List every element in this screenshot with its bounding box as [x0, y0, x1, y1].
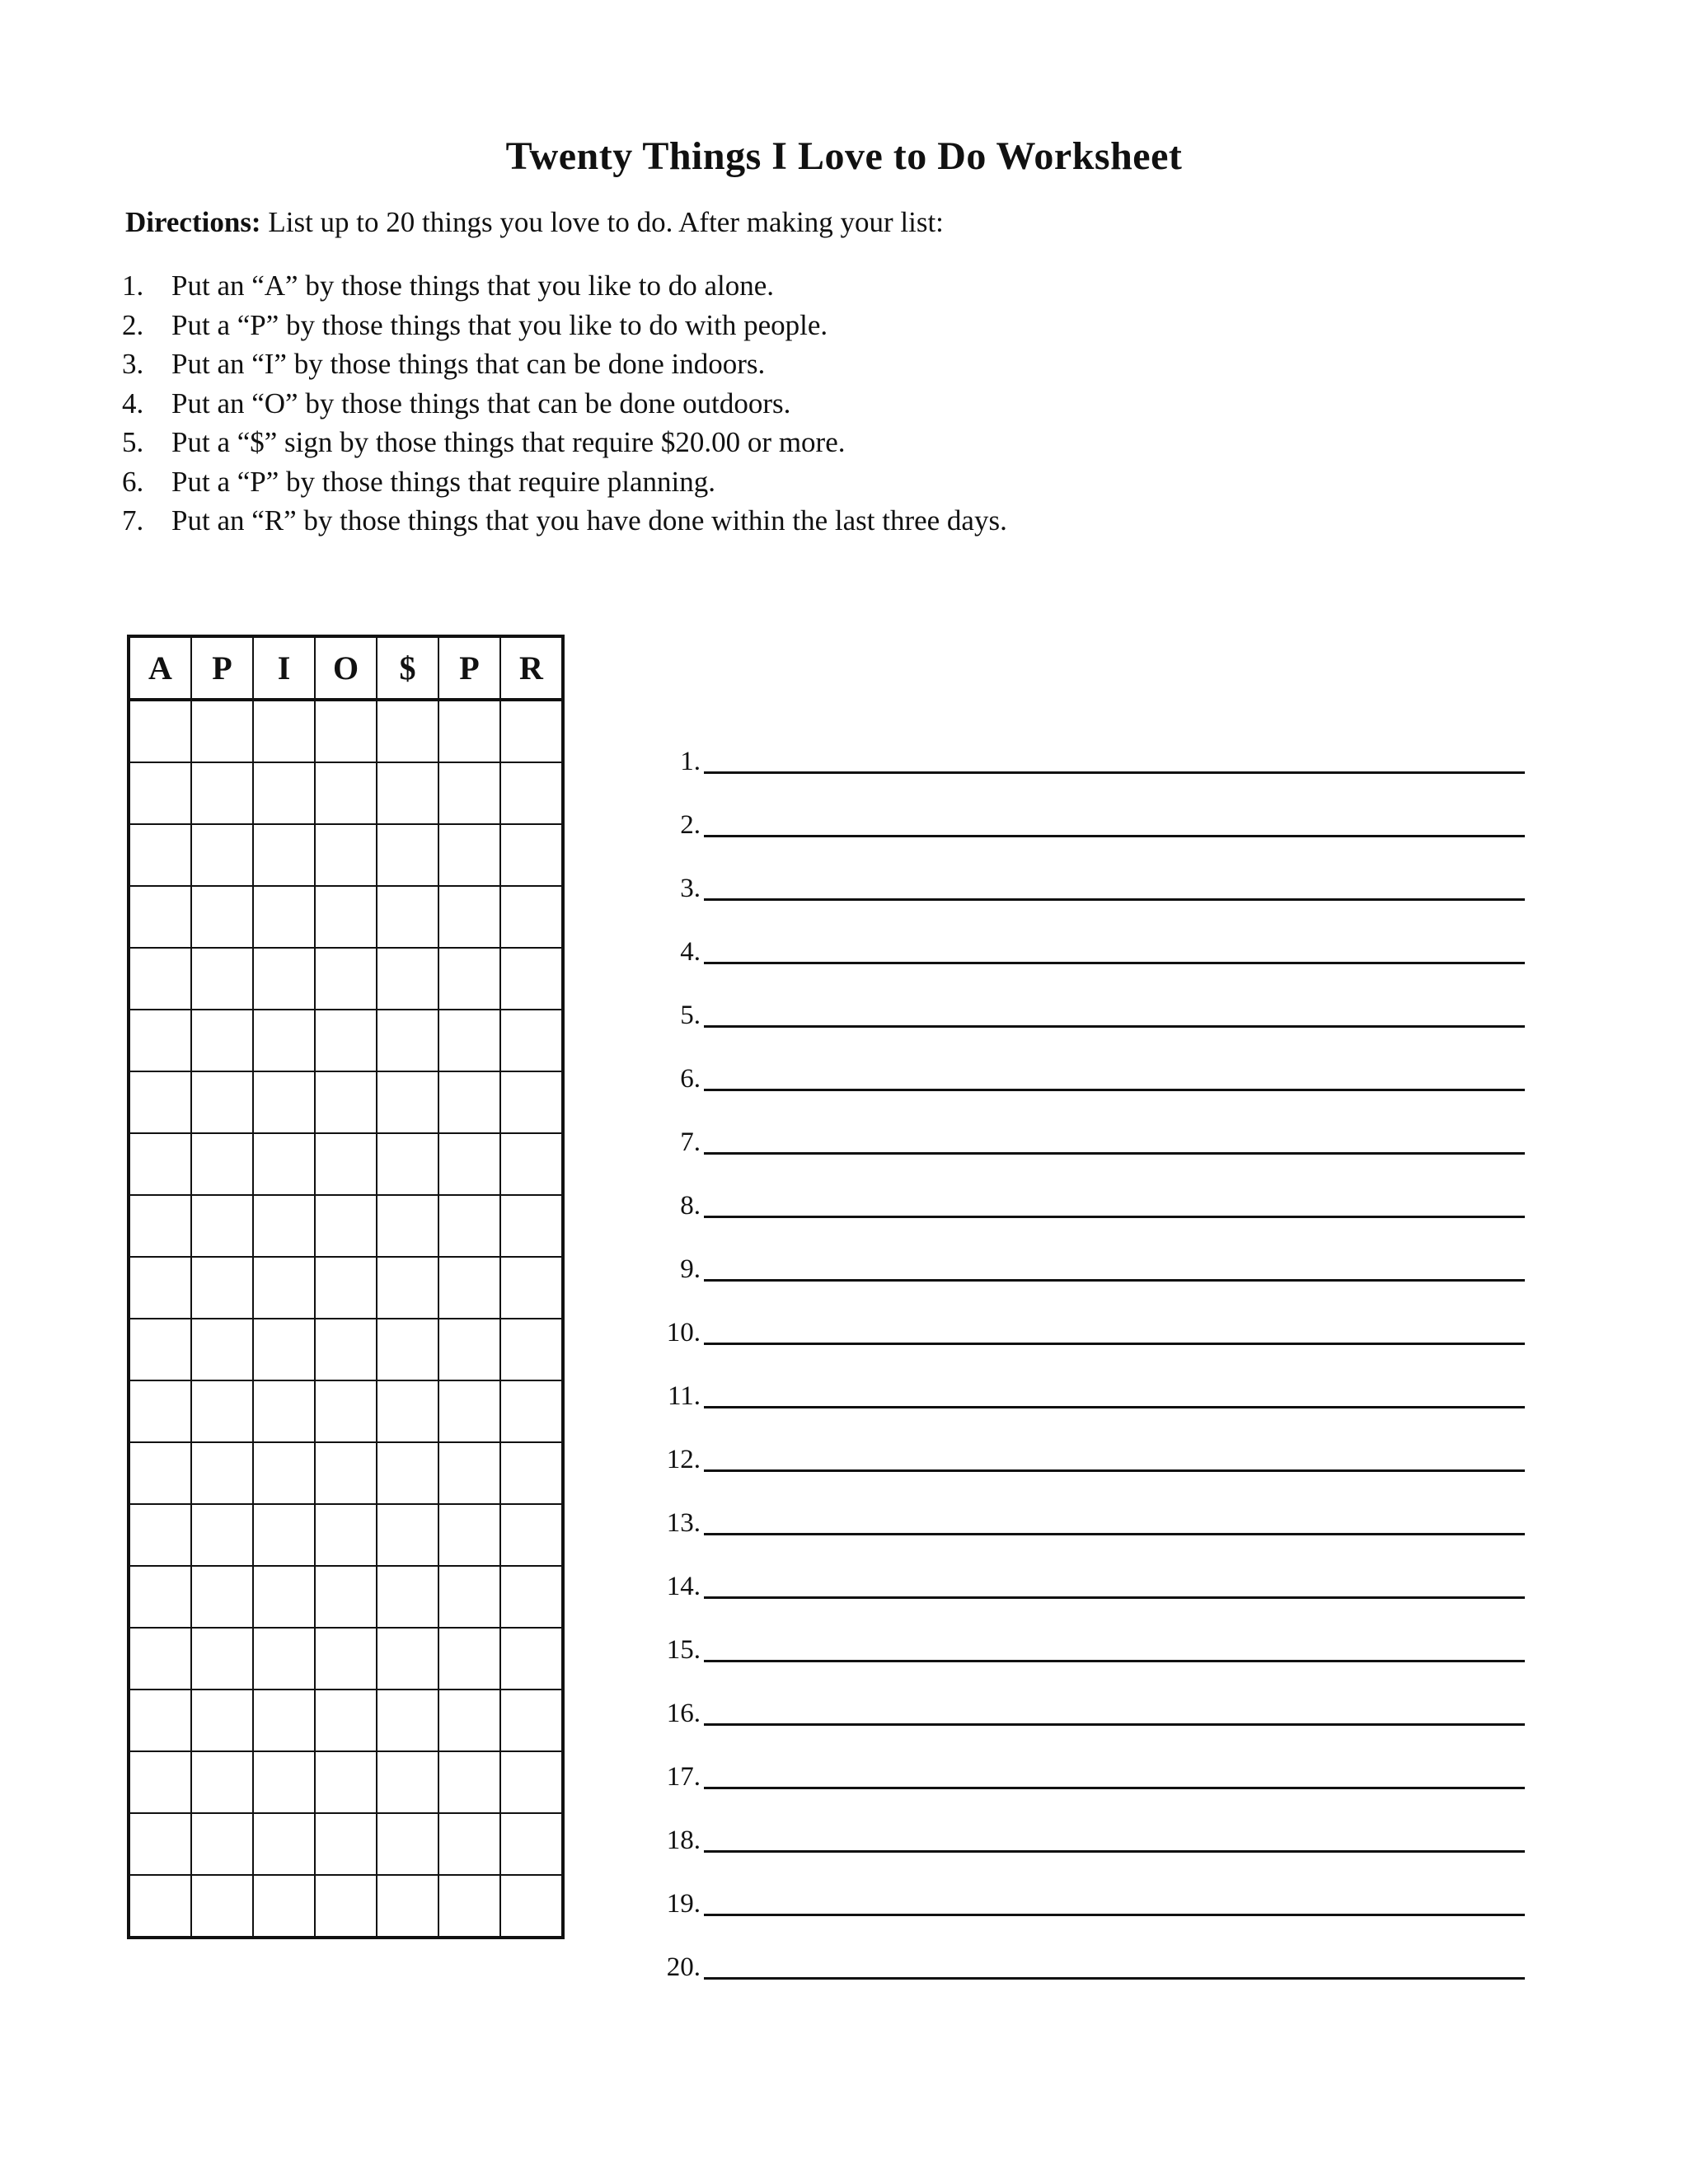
- grid-cell[interactable]: [191, 1380, 253, 1442]
- list-item-number: 4.: [680, 937, 701, 967]
- grid-cell[interactable]: [191, 1813, 253, 1875]
- grid-cell[interactable]: [377, 1442, 438, 1504]
- grid-cell[interactable]: [191, 762, 253, 824]
- instruction-text: Put an “O” by those things that can be done outdoors.: [171, 387, 791, 419]
- grid-cell[interactable]: [191, 1566, 253, 1628]
- grid-cell[interactable]: [438, 1442, 500, 1504]
- grid-header-cell: A: [129, 636, 191, 700]
- grid-cell[interactable]: [438, 700, 500, 762]
- instruction-number: 4.: [122, 387, 144, 419]
- grid-cell[interactable]: [315, 762, 377, 824]
- grid-cell[interactable]: [253, 762, 315, 824]
- grid-cell[interactable]: [253, 1195, 315, 1257]
- grid-row: [129, 886, 563, 948]
- grid-cell[interactable]: [253, 948, 315, 1010]
- list-item: [651, 906, 1525, 969]
- grid-cell[interactable]: [377, 1319, 438, 1380]
- grid-cell[interactable]: [315, 1628, 377, 1690]
- grid-cell[interactable]: [129, 1257, 191, 1319]
- grid-cell[interactable]: [438, 886, 500, 948]
- grid-cell[interactable]: [377, 1257, 438, 1319]
- grid-cell[interactable]: [377, 1690, 438, 1751]
- grid-cell[interactable]: [253, 700, 315, 762]
- answer-line[interactable]: [704, 1343, 1525, 1345]
- grid-cell[interactable]: [129, 700, 191, 762]
- grid-cell[interactable]: [377, 948, 438, 1010]
- grid-cell[interactable]: [500, 886, 563, 948]
- answer-line[interactable]: [704, 1152, 1525, 1155]
- grid-cell[interactable]: [253, 824, 315, 886]
- answer-line[interactable]: [704, 1850, 1525, 1853]
- grid-cell[interactable]: [500, 1566, 563, 1628]
- grid-cell[interactable]: [438, 1133, 500, 1195]
- instruction-text: Put a “$” sign by those things that require $20.00 or more.: [171, 426, 846, 458]
- grid-row: [129, 1813, 563, 1875]
- grid-cell[interactable]: [253, 1010, 315, 1071]
- grid-cell[interactable]: [315, 1257, 377, 1319]
- grid-cell[interactable]: [315, 1133, 377, 1195]
- grid-cell[interactable]: [191, 948, 253, 1010]
- grid-cell[interactable]: [500, 762, 563, 824]
- grid-cell[interactable]: [253, 886, 315, 948]
- grid-cell[interactable]: [253, 1442, 315, 1504]
- grid-cell[interactable]: [315, 700, 377, 762]
- grid-cell[interactable]: [500, 1319, 563, 1380]
- grid-cell[interactable]: [377, 1628, 438, 1690]
- grid-cell[interactable]: [253, 1504, 315, 1566]
- answer-line[interactable]: [704, 1596, 1525, 1599]
- grid-cell[interactable]: [377, 1071, 438, 1133]
- grid-cell[interactable]: [253, 1380, 315, 1442]
- grid-cell[interactable]: [129, 762, 191, 824]
- grid-row: [129, 700, 563, 762]
- list-item-number: 17.: [666, 1762, 701, 1792]
- list-item: [651, 1667, 1525, 1731]
- grid-cell[interactable]: [253, 1628, 315, 1690]
- grid-cell[interactable]: [438, 1628, 500, 1690]
- answer-line[interactable]: [704, 1723, 1525, 1726]
- list-item: [651, 1794, 1525, 1858]
- grid-cell[interactable]: [438, 1257, 500, 1319]
- grid-cell[interactable]: [500, 1133, 563, 1195]
- category-grid: [127, 635, 565, 1939]
- list-item: [651, 1350, 1525, 1413]
- grid-cell[interactable]: [191, 824, 253, 886]
- grid-cell[interactable]: [253, 1566, 315, 1628]
- answer-line[interactable]: [704, 1025, 1525, 1028]
- grid-cell[interactable]: [129, 1690, 191, 1751]
- list-item: [651, 1096, 1525, 1160]
- grid-cell[interactable]: [129, 1813, 191, 1875]
- grid-cell[interactable]: [129, 1010, 191, 1071]
- instruction-text: Put an “A” by those things that you like to do alone.: [171, 269, 775, 302]
- grid-cell[interactable]: [377, 824, 438, 886]
- answer-line[interactable]: [704, 898, 1525, 901]
- list-item: [651, 842, 1525, 906]
- instruction-text: Put an “R” by those things that you have done within the last three days.: [171, 504, 1007, 537]
- grid-row: [129, 1380, 563, 1442]
- grid-cell[interactable]: [191, 1133, 253, 1195]
- grid-row: [129, 1071, 563, 1133]
- grid-row: [129, 1504, 563, 1566]
- grid-cell[interactable]: [129, 1380, 191, 1442]
- grid-cell[interactable]: [438, 1380, 500, 1442]
- grid-row: [129, 1875, 563, 1938]
- grid-cell[interactable]: [315, 1875, 377, 1938]
- instruction-number: 6.: [122, 465, 144, 498]
- instruction-item: [122, 344, 1007, 384]
- grid-header-cell: O: [315, 636, 377, 700]
- directions-label: Directions:: [125, 206, 261, 238]
- grid-row: [129, 1442, 563, 1504]
- instruction-item: [122, 423, 1007, 462]
- grid-cell[interactable]: [315, 1690, 377, 1751]
- grid-cell[interactable]: [500, 1257, 563, 1319]
- grid-cell[interactable]: [377, 1010, 438, 1071]
- grid-cell[interactable]: [377, 1813, 438, 1875]
- grid-body: [129, 700, 563, 1938]
- grid-cell[interactable]: [253, 1875, 315, 1938]
- grid-cell[interactable]: [438, 1195, 500, 1257]
- grid-header-cell: $: [377, 636, 438, 700]
- list-item: [651, 1477, 1525, 1540]
- grid-row: [129, 1195, 563, 1257]
- page-title: Twenty Things I Love to Do Worksheet: [505, 134, 1183, 178]
- grid-cell[interactable]: [377, 1751, 438, 1813]
- grid-cell[interactable]: [191, 1504, 253, 1566]
- grid-cell[interactable]: [500, 1380, 563, 1442]
- list-item: [651, 1858, 1525, 1921]
- grid-cell[interactable]: [377, 886, 438, 948]
- directions-text: List up to 20 things you love to do. After making your list:: [260, 206, 944, 238]
- list-item-number: 14.: [666, 1572, 701, 1601]
- grid-row: [129, 1010, 563, 1071]
- grid-cell[interactable]: [253, 1690, 315, 1751]
- list-item: [651, 1540, 1525, 1604]
- grid-cell[interactable]: [438, 824, 500, 886]
- grid-cell[interactable]: [191, 1751, 253, 1813]
- grid-cell[interactable]: [315, 1380, 377, 1442]
- instruction-text: Put a “P” by those things that require planning.: [171, 465, 716, 498]
- list-item-number: 7.: [680, 1127, 701, 1157]
- list-item: [651, 1921, 1525, 1985]
- grid-cell[interactable]: [438, 1751, 500, 1813]
- grid-row: [129, 1566, 563, 1628]
- grid-cell[interactable]: [129, 1195, 191, 1257]
- grid-cell[interactable]: [191, 1010, 253, 1071]
- list-item-number: 19.: [666, 1889, 701, 1919]
- grid-cell[interactable]: [129, 1566, 191, 1628]
- grid-cell[interactable]: [129, 1504, 191, 1566]
- grid-cell[interactable]: [377, 1875, 438, 1938]
- grid-cell[interactable]: [191, 1071, 253, 1133]
- grid-cell[interactable]: [315, 948, 377, 1010]
- grid-cell[interactable]: [500, 1751, 563, 1813]
- activity-list: [651, 715, 1525, 1985]
- grid-cell[interactable]: [129, 1071, 191, 1133]
- grid-cell[interactable]: [315, 824, 377, 886]
- grid-cell[interactable]: [191, 1628, 253, 1690]
- grid-row: [129, 824, 563, 886]
- grid-cell[interactable]: [377, 1195, 438, 1257]
- grid-cell[interactable]: [253, 1319, 315, 1380]
- grid-cell[interactable]: [438, 1319, 500, 1380]
- instruction-number: 5.: [122, 426, 144, 458]
- grid-cell[interactable]: [438, 762, 500, 824]
- grid-cell[interactable]: [377, 762, 438, 824]
- instruction-number: 7.: [122, 504, 144, 537]
- grid-cell[interactable]: [191, 1875, 253, 1938]
- list-item-number: 5.: [680, 1001, 701, 1030]
- grid-cell[interactable]: [500, 1071, 563, 1133]
- directions: [125, 204, 944, 241]
- answer-line[interactable]: [704, 962, 1525, 964]
- instruction-number: 3.: [122, 348, 144, 380]
- grid-cell[interactable]: [500, 948, 563, 1010]
- instruction-number: 2.: [122, 308, 144, 341]
- grid-cell[interactable]: [438, 1690, 500, 1751]
- grid-row: [129, 1751, 563, 1813]
- grid-header-cell: P: [438, 636, 500, 700]
- grid-cell[interactable]: [500, 1504, 563, 1566]
- instruction-number: 1.: [122, 269, 144, 302]
- grid-cell[interactable]: [438, 1010, 500, 1071]
- grid-cell[interactable]: [191, 1257, 253, 1319]
- list-item: [651, 1604, 1525, 1667]
- grid-cell[interactable]: [438, 1566, 500, 1628]
- grid-cell[interactable]: [129, 1751, 191, 1813]
- grid-row: [129, 948, 563, 1010]
- grid-cell[interactable]: [377, 700, 438, 762]
- grid-cell[interactable]: [315, 1010, 377, 1071]
- grid-cell[interactable]: [500, 824, 563, 886]
- answer-line[interactable]: [704, 1977, 1525, 1980]
- grid-cell[interactable]: [315, 1751, 377, 1813]
- grid-cell[interactable]: [377, 1380, 438, 1442]
- grid-cell[interactable]: [129, 824, 191, 886]
- grid-cell[interactable]: [377, 1133, 438, 1195]
- grid-cell[interactable]: [191, 1319, 253, 1380]
- list-item-number: 8.: [680, 1191, 701, 1221]
- grid-cell[interactable]: [500, 1875, 563, 1938]
- grid-header-cell: R: [500, 636, 563, 700]
- list-item-number: 2.: [680, 810, 701, 840]
- grid-cell[interactable]: [315, 1071, 377, 1133]
- grid-cell[interactable]: [500, 1442, 563, 1504]
- grid-cell[interactable]: [129, 1319, 191, 1380]
- grid-row: [129, 1133, 563, 1195]
- answer-line[interactable]: [704, 1660, 1525, 1662]
- grid-cell[interactable]: [438, 948, 500, 1010]
- grid-row: [129, 1628, 563, 1690]
- grid-header-row: [129, 636, 563, 700]
- answer-line[interactable]: [704, 771, 1525, 774]
- grid-cell[interactable]: [315, 1319, 377, 1380]
- list-item: [651, 1223, 1525, 1286]
- grid-cell[interactable]: [315, 1813, 377, 1875]
- list-item-number: 9.: [680, 1254, 701, 1284]
- grid-cell[interactable]: [500, 700, 563, 762]
- grid-cell[interactable]: [438, 1504, 500, 1566]
- instruction-item: [122, 384, 1007, 424]
- grid-cell[interactable]: [500, 1813, 563, 1875]
- grid-cell[interactable]: [253, 1751, 315, 1813]
- list-item: [651, 1413, 1525, 1477]
- grid-row: [129, 1690, 563, 1751]
- grid-cell[interactable]: [500, 1195, 563, 1257]
- answer-line[interactable]: [704, 1469, 1525, 1472]
- list-item-number: 18.: [666, 1825, 701, 1855]
- grid-cell[interactable]: [129, 1133, 191, 1195]
- list-item-number: 12.: [666, 1445, 701, 1474]
- list-item: [651, 1033, 1525, 1096]
- instruction-text: Put a “P” by those things that you like to do with people.: [171, 308, 828, 341]
- instruction-text: Put an “I” by those things that can be done indoors.: [171, 348, 766, 380]
- instruction-item: [122, 306, 1007, 345]
- grid-cell[interactable]: [500, 1628, 563, 1690]
- grid-cell[interactable]: [315, 1566, 377, 1628]
- grid-header-cell: I: [253, 636, 315, 700]
- grid-cell[interactable]: [129, 886, 191, 948]
- grid-cell[interactable]: [315, 886, 377, 948]
- answer-line[interactable]: [704, 1406, 1525, 1408]
- answer-line[interactable]: [704, 1533, 1525, 1535]
- grid-cell[interactable]: [438, 1071, 500, 1133]
- grid-cell[interactable]: [315, 1195, 377, 1257]
- grid-cell[interactable]: [315, 1504, 377, 1566]
- grid-cell[interactable]: [500, 1010, 563, 1071]
- list-item-number: 6.: [680, 1064, 701, 1094]
- grid-cell[interactable]: [191, 700, 253, 762]
- list-item: [651, 1286, 1525, 1350]
- answer-line[interactable]: [704, 1216, 1525, 1218]
- list-item-number: 1.: [680, 747, 701, 776]
- grid-cell[interactable]: [191, 886, 253, 948]
- list-item-number: 16.: [666, 1699, 701, 1728]
- grid-cell[interactable]: [191, 1442, 253, 1504]
- list-item: [651, 969, 1525, 1033]
- grid-cell[interactable]: [377, 1504, 438, 1566]
- grid-row: [129, 1319, 563, 1380]
- grid-cell[interactable]: [129, 1875, 191, 1938]
- grid-cell[interactable]: [129, 1628, 191, 1690]
- list-item-number: 10.: [666, 1318, 701, 1347]
- list-item-number: 3.: [680, 874, 701, 903]
- grid-cell[interactable]: [438, 1813, 500, 1875]
- answer-line[interactable]: [704, 835, 1525, 837]
- grid-cell[interactable]: [253, 1257, 315, 1319]
- grid-cell[interactable]: [438, 1875, 500, 1938]
- list-item-number: 13.: [666, 1508, 701, 1538]
- grid-row: [129, 762, 563, 824]
- grid-row: [129, 1257, 563, 1319]
- list-item: [651, 715, 1525, 779]
- grid-cell[interactable]: [253, 1813, 315, 1875]
- grid-cell[interactable]: [129, 1442, 191, 1504]
- list-item-number: 20.: [666, 1952, 701, 1982]
- grid-cell[interactable]: [253, 1133, 315, 1195]
- answer-line[interactable]: [704, 1279, 1525, 1282]
- instruction-list: [122, 266, 1007, 541]
- answer-line[interactable]: [704, 1089, 1525, 1091]
- grid-header-cell: P: [191, 636, 253, 700]
- grid-cell[interactable]: [191, 1690, 253, 1751]
- grid-cell[interactable]: [253, 1071, 315, 1133]
- grid-cell[interactable]: [191, 1195, 253, 1257]
- grid-cell[interactable]: [377, 1566, 438, 1628]
- list-item: [651, 1731, 1525, 1794]
- grid-cell[interactable]: [129, 948, 191, 1010]
- instruction-item: [122, 462, 1007, 502]
- grid-cell[interactable]: [500, 1690, 563, 1751]
- answer-line[interactable]: [704, 1787, 1525, 1789]
- answer-line[interactable]: [704, 1914, 1525, 1916]
- list-item: [651, 1160, 1525, 1223]
- list-item-number: 11.: [667, 1381, 701, 1411]
- list-item-number: 15.: [666, 1635, 701, 1665]
- list-item: [651, 779, 1525, 842]
- instruction-item: [122, 266, 1007, 306]
- grid-cell[interactable]: [315, 1442, 377, 1504]
- instruction-item: [122, 501, 1007, 541]
